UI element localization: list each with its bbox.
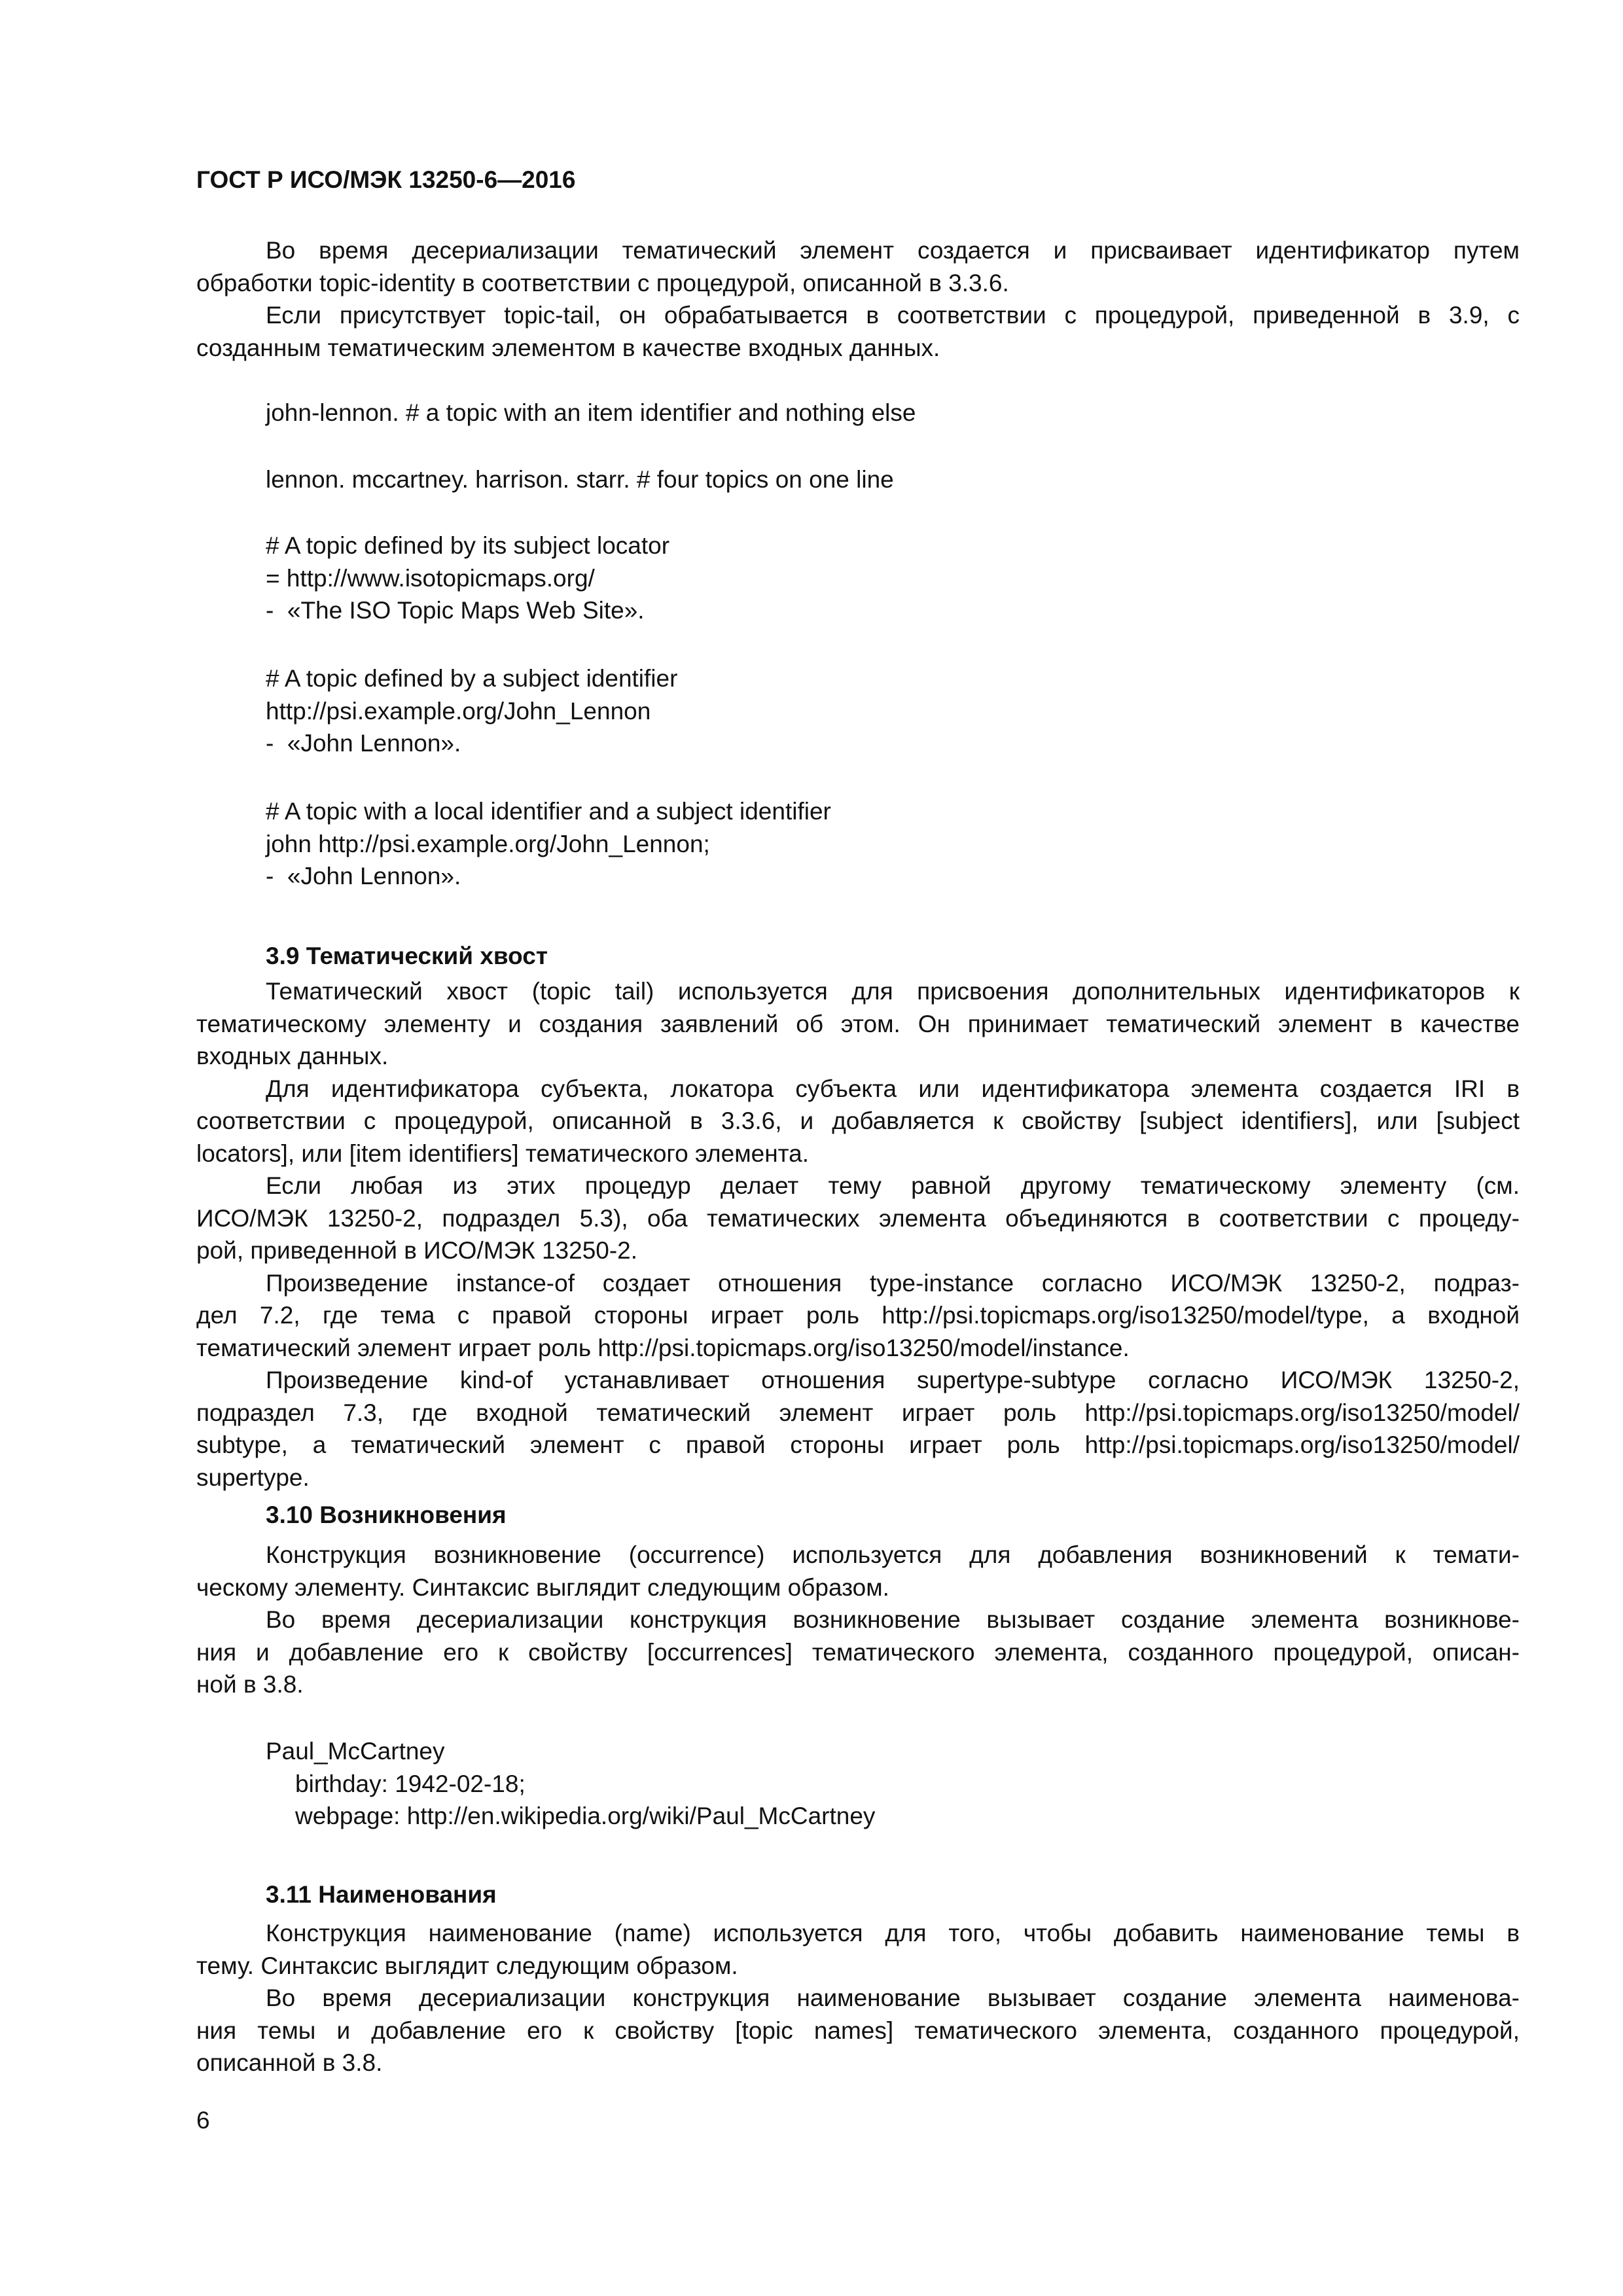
paragraph-line: Во время десериализации конструкция возникновение вызывает создание элемента возникнове- xyxy=(266,1606,1520,1633)
code-line: = http://www.isotopicmaps.org/ xyxy=(266,564,595,592)
paragraph-line: обработки topic-identity в соответствии с процедурой, описанной в 3.3.6. xyxy=(196,269,1009,296)
paragraph-line: Для идентификатора субъекта, локатора субъекта или идентификатора элемента создается IRI в xyxy=(266,1075,1520,1102)
code-line: john-lennon. # a topic with an item identifier and nothing else xyxy=(266,399,916,426)
section-3-11-text xyxy=(196,1917,1520,2079)
paragraph-line: subtype, а тематический элемент с правой стороны играет роль http://psi.topicmaps.org/iso13250/model/ xyxy=(196,1431,1520,1458)
paragraph-line: подраздел 7.3, где входной тематический элемент играет роль http://psi.topicmaps.org/iso13250/model/ xyxy=(196,1399,1520,1426)
paragraph-line: Произведение kind-of устанавливает отношения supertype-subtype согласно ИСО/МЭК 13250-2, xyxy=(266,1367,1520,1393)
code-example xyxy=(196,397,1589,429)
page-number: 6 xyxy=(196,2107,210,2134)
paragraph-line: соответствии с процедурой, описанной в 3.3.6, и добавляется к свойству [subject identifiers], или [subject xyxy=(196,1107,1520,1134)
section-heading-3-10: 3.10 Возникновения xyxy=(266,1501,507,1528)
code-line: Paul_McCartney xyxy=(266,1738,445,1765)
section-3-10-text xyxy=(196,1539,1520,1701)
section-heading-3-11: 3.11 Наименования xyxy=(266,1881,497,1908)
code-example xyxy=(196,1735,1589,1833)
code-example xyxy=(196,662,1589,760)
paragraph-line: Конструкция наименование (name) используется для того, чтобы добавить наименование темы в xyxy=(266,1920,1520,1946)
code-example xyxy=(196,463,1589,496)
paragraph-line: Во время десериализации тематический элемент создается и присваивает идентификатор путем xyxy=(266,237,1520,264)
paragraph-line: тему. Синтаксис выглядит следующим образом. xyxy=(196,1952,738,1979)
paragraph-line: Если любая из этих процедур делает тему равной другому тематическому элементу (см. xyxy=(266,1172,1520,1199)
paragraph-line: Во время десериализации конструкция наименование вызывает создание элемента наименова- xyxy=(266,1984,1520,2011)
code-line: http://psi.example.org/John_Lennon xyxy=(266,697,651,725)
code-line: - «John Lennon». xyxy=(266,863,461,889)
paragraph-line: рой, приведенной в ИСО/МЭК 13250-2. xyxy=(196,1237,638,1264)
paragraph-line: ческому элементу. Синтаксис выглядит следующим образом. xyxy=(196,1573,889,1601)
paragraph-line: supertype. xyxy=(196,1463,310,1491)
code-line: - «The ISO Topic Maps Web Site». xyxy=(266,597,645,624)
paragraph-line: locators], или [item identifiers] тематического элемента. xyxy=(196,1139,810,1167)
intro-text xyxy=(196,234,1520,364)
code-line: - «John Lennon». xyxy=(266,730,461,757)
paragraph-line: тематический элемент играет роль http://psi.topicmaps.org/iso13250/model/instance. xyxy=(196,1334,1130,1361)
paragraph-line: дел 7.2, где тема с правой стороны играет роль http://psi.topicmaps.org/iso13250/model/type, а входной xyxy=(196,1302,1520,1329)
document-header: ГОСТ Р ИСО/МЭК 13250-6—2016 xyxy=(196,166,576,193)
code-line: webpage: http://en.wikipedia.org/wiki/Paul_McCartney xyxy=(295,1803,876,1829)
code-line: # A topic defined by a subject identifier xyxy=(266,665,678,692)
section-3-9-text xyxy=(196,975,1520,1494)
code-line: john http://psi.example.org/John_Lennon; xyxy=(266,830,710,857)
code-line: # A topic with a local identifier and a subject identifier xyxy=(266,798,831,825)
paragraph-line: ной в 3.8. xyxy=(196,1671,304,1698)
code-line: lennon. mccartney. harrison. starr. # four topics on one line xyxy=(266,466,894,493)
paragraph-line: ния и добавление его к свойству [occurrences] тематического элемента, созданного процедурой, описан- xyxy=(196,1638,1520,1666)
paragraph-line: ния темы и добавление его к свойству [topic names] тематического элемента, созданного процедурой, xyxy=(196,2017,1520,2044)
paragraph-line: входных данных. xyxy=(196,1043,389,1069)
code-example xyxy=(196,529,1589,627)
paragraph-line: Конструкция возникновение (occurrence) используется для добавления возникновений к темати- xyxy=(266,1541,1520,1568)
paragraph-line: ИСО/МЭК 13250-2, подраздел 5.3), оба тематических элемента объединяются в соответствии с процеду- xyxy=(196,1204,1520,1232)
code-line: # A topic defined by its subject locator xyxy=(266,532,670,559)
paragraph-line: созданным тематическим элементом в качестве входных данных. xyxy=(196,334,940,361)
paragraph-line: описанной в 3.8. xyxy=(196,2049,383,2076)
section-heading-3-9: 3.9 Тематический хвост xyxy=(266,942,548,969)
paragraph-line: Тематический хвост (topic tail) используется для присвоения дополнительных идентификаторов к xyxy=(266,978,1520,1005)
paragraph-line: Если присутствует topic-tail, он обрабатывается в соответствии с процедурой, приведенной в 3.9, с xyxy=(266,302,1520,329)
code-example xyxy=(196,795,1589,893)
paragraph-line: тематическому элементу и создания заявлений об этом. Он принимает тематический элемент в качестве xyxy=(196,1010,1520,1037)
code-line: birthday: 1942-02-18; xyxy=(295,1770,526,1797)
paragraph-line: Произведение instance-of создает отношения type-instance согласно ИСО/МЭК 13250-2, подраз- xyxy=(266,1269,1520,1297)
